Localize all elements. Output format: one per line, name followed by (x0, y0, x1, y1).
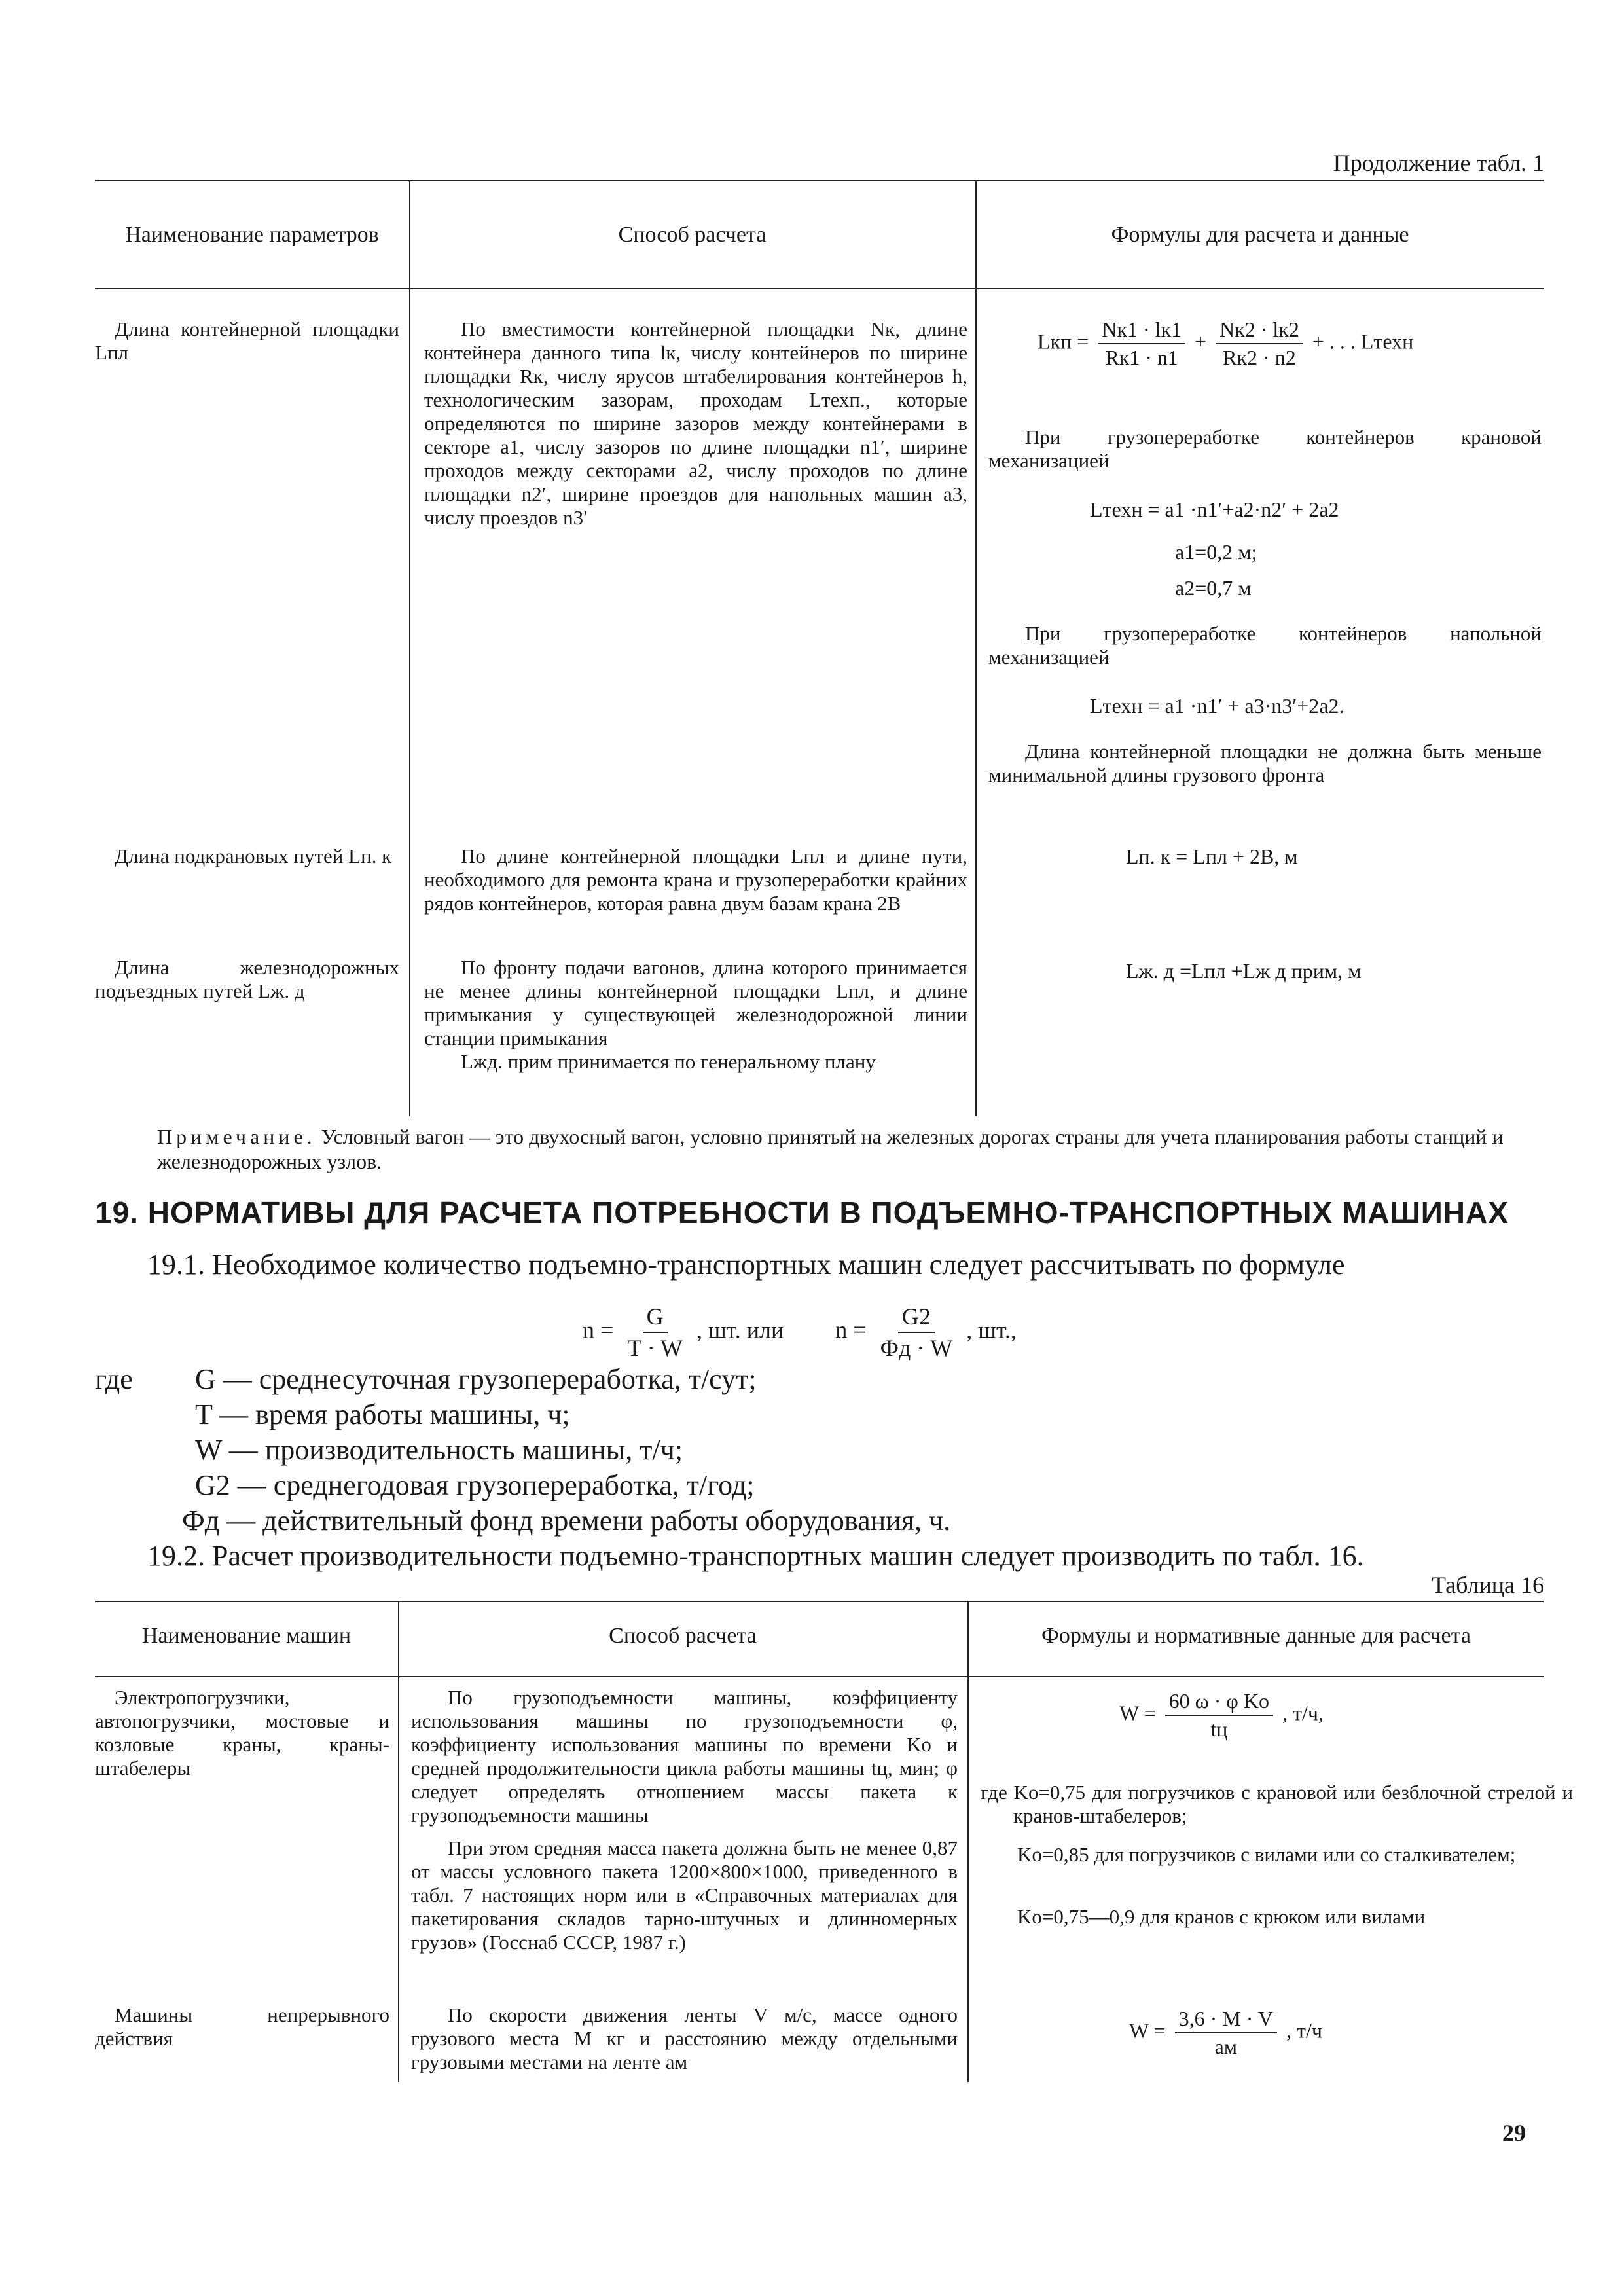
page-number: 29 (1502, 2120, 1526, 2146)
definition-g2: G2 — среднегодовая грузопереработка, т/год; (195, 1469, 755, 1501)
table1-row1-floor-formula: Lтехн = a1 ·n1′ + a3·n3′+2a2. (1090, 694, 1344, 718)
table1-header-formulas: Формулы для расчета и данные (1111, 223, 1409, 247)
table16-row2-fraction: $\frac{3,6 \cdot M \cdot V}{aм}$ (1175, 2007, 1277, 2059)
fraction-1: $\frac{Nк1 \cdot lк1}{Rк1 \cdot n1}$ (1098, 318, 1185, 370)
table16-col-divider-2 (967, 1601, 969, 2082)
table16-row2-name: Машины непрерывного действия (95, 2003, 389, 2050)
definition-g: G — среднесуточная грузопереработка, т/сут; (195, 1363, 757, 1395)
table1-header-rule (95, 288, 1544, 289)
table1-row3-formula: Lж. д =Lпл +Lж д прим, м (1126, 959, 1362, 983)
table1-row1-floor-text: При грузопереработке контейнеров напольной механизацией (988, 622, 1542, 668)
table16-label: Таблица 16 (1432, 1572, 1544, 1598)
section-paragraph-2: 19.2. Расчет производительности подъемно-транспортных машин следует производить по табл. 16. (147, 1540, 1364, 1572)
table1-col-divider-2 (975, 180, 977, 1116)
table16-header-machines: Наименование машин (141, 1624, 352, 1648)
section-equation: n = $\frac{G}{T \cdot W}$ , шт. или n = $\frac{G2}{Фд \cdot W}$ , шт., (583, 1303, 1017, 1361)
equation-fraction-2: $\frac{G2}{Фд \cdot W}$ (880, 1303, 953, 1361)
table1-row1-name: Длина контейнерной площадки Lпл (95, 318, 399, 364)
table1-row1-main-formula: Lкп = $\frac{Nк1 \cdot lк1}{Rк1 \cdot n1}$ + $\frac{Nк2 \cdot lк2}{Rк2 \cdot n2}$ + . . . Lтехн (1038, 318, 1414, 369)
table16-row1-k1: где Kо=0,75 для погрузчиков с крановой или безблочной стрелой и кранов-штабелеров; (981, 1781, 1573, 1827)
table1-row1-a2: a2=0,7 м (1175, 576, 1252, 600)
table16-col-divider-1 (398, 1601, 399, 2082)
table-continuation-label: Продолжение табл. 1 (1333, 150, 1544, 176)
equation-fraction-1: $\frac{G}{T \cdot W}$ (627, 1303, 683, 1361)
table16-row1-name: Электропогрузчики, автопогрузчики, мостовые и козловые краны, краны-штабелеры (95, 1686, 389, 1779)
table16-row2-method: По скорости движения ленты V м/с, массе одного грузового места M кг и расстоянию между отдельными грузовыми местами на ленте aм (411, 2003, 958, 2073)
table16-row1-fraction: $\frac{\text{60 ω · φ Kо}}{tц}$ (1165, 1689, 1273, 1741)
table1-row2-formula: Lп. к = Lпл + 2В, м (1126, 845, 1298, 868)
table1-row1-a1: a1=0,2 м; (1175, 540, 1257, 564)
table16-header-formulas: Формулы и нормативные данные для расчета (1041, 1624, 1471, 1648)
definition-t: T — время работы машины, ч; (195, 1398, 570, 1430)
where-label: где (95, 1363, 133, 1395)
definition-fd: Фд — действительный фонд времени работы оборудования, ч. (182, 1504, 951, 1537)
definition-w: W — производительность машины, т/ч; (195, 1434, 683, 1466)
section-paragraph-1: 19.1. Необходимое количество подъемно-транспортных машин следует рассчитывать по формуле (147, 1248, 1345, 1281)
table1-row3-name: Длина железнодорожных подъездных путей Lж. д (95, 956, 399, 1002)
table16-row1-method: По грузоподъемности машины, коэффициенту использования машины по грузоподъемности φ, коэффициенту использования машины по времени Kо и средней продолжительности цикла работы машины tц, мин; φ следует определять отношением массы пакета к грузоподъемности машины При этом средняя масса пакета должна быть не менее 0,87 от массы условного пакета 1200×800×1000, приведенного в табл. 7 настоящих норм или в «Справочных материалах для пакетирования складов тарно-штучных и длинномерных грузов» (Госснаб СССР, 1987 г.) (411, 1686, 958, 1954)
table16-row1-k3: Kо=0,75—0,9 для кранов с крюком или вилами (1017, 1905, 1426, 1928)
section-heading: 19. НОРМАТИВЫ ДЛЯ РАСЧЕТА ПОТРЕБНОСТИ В ПОДЪЕМНО-ТРАНСПОРТНЫХ МАШИНАХ (95, 1195, 1509, 1230)
table16-row1-formula: W = $\frac{\text{60 ω · φ Kо}}{tц}$ , т/ч, (1119, 1689, 1324, 1741)
table1-row1-min-text: Длина контейнерной площадки не должна быть меньше минимальной длины грузового фронта (988, 740, 1542, 786)
table1-col-divider-1 (409, 180, 410, 1116)
table1-top-rule (95, 180, 1544, 181)
table1-row2-method: По длине контейнерной площадки Lпл и длине пути, необходимого для ремонта крана и грузопереработки крайних рядов контейнеров, которая равна двум базам крана 2В (424, 845, 967, 915)
table1-row1-crane-formula: Lтехн = a1 ·n1′+a2·n2′ + 2a2 (1090, 498, 1339, 521)
table1-row3-method: По фронту подачи вагонов, длина которого принимается не менее длины контейнерной площадки Lпл, и длине примыкания у существующей железнодорожной линии станции примыкания Lжд. прим принимается по генеральному плану (424, 956, 967, 1073)
table16-row1-k2: Kо=0,85 для погрузчиков с вилами или со сталкивателем; (1017, 1843, 1516, 1866)
table16-header-rule (95, 1676, 1544, 1677)
table16-top-rule (95, 1601, 1544, 1602)
fraction-2: $\frac{Nк2 \cdot lк2}{Rк2 \cdot n2}$ (1216, 318, 1303, 370)
table1-row1-crane-text: При грузопереработке контейнеров крановой механизацией (988, 426, 1542, 472)
table1-row2-name: Длина подкрановых путей Lп. к (115, 845, 392, 867)
table1-header-params: Наименование параметров (125, 223, 379, 247)
table16-row2-formula: W = $\frac{3,6 \cdot M \cdot V}{aм}$ , т/ч (1129, 2007, 1322, 2058)
table1-note: Примечание. Условный вагон — это двухосный вагон, условно принятый на железных дорогах страны для учета планирования работы станций и железнодорожных узлов. (157, 1125, 1504, 1173)
table1-header-method: Способ расчета (618, 223, 767, 247)
table1-row1-method: По вместимости контейнерной площадки Nк, длине контейнера данного типа lк, числу контейнеров по ширине площадки Rк, числу ярусов штабелирования контейнеров h, технологическим зазорам, проходам Lтехп., которые определяются по ширине зазоров между контейнерами в секторе a1, числу зазоров по длине площадки n1′, ширине проходов между секторами a2, числу проходов по длине площадки n2′, ширине проездов для напольных машин a3, числу проездов n3′ (424, 318, 967, 529)
table16-header-method: Способ расчета (609, 1624, 757, 1648)
